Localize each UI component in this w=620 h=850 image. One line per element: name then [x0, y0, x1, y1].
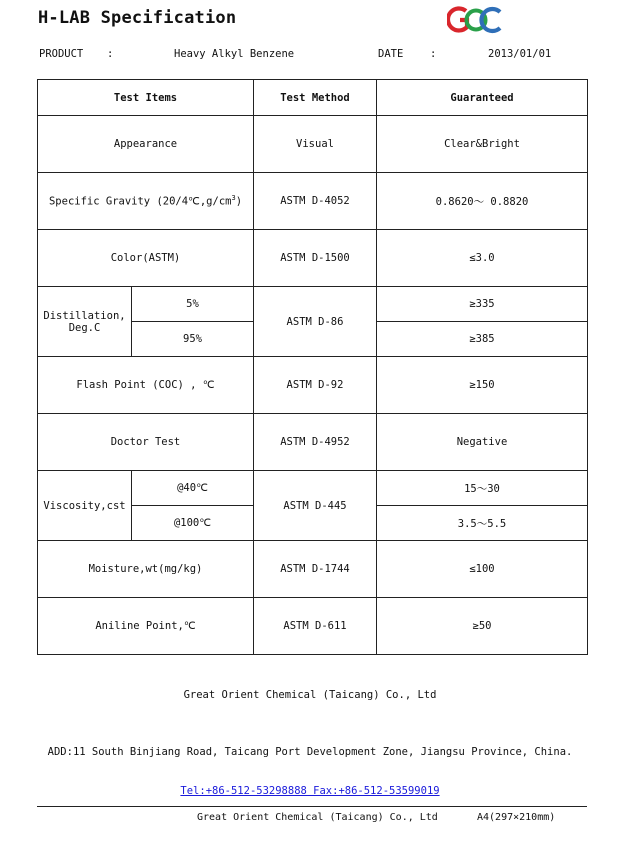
page-title: H-LAB Specification — [38, 8, 237, 28]
item-cell: Appearance — [38, 116, 254, 173]
method-cell: ASTM D-92 — [254, 357, 377, 414]
method-cell: ASTM D-1500 — [254, 230, 377, 287]
value-cell: 0.8620～ 0.8820 — [377, 173, 588, 230]
method-cell: Visual — [254, 116, 377, 173]
method-cell: ASTM D-4952 — [254, 414, 377, 471]
value-cell: 3.5～5.5 — [377, 506, 588, 541]
item-cell: Aniline Point,℃ — [38, 598, 254, 655]
table-row — [38, 116, 588, 173]
product-label: PRODUCT — [39, 48, 84, 60]
table-header-row — [38, 80, 588, 116]
value-cell: ≤100 — [377, 541, 588, 598]
value-cell: Negative — [377, 414, 588, 471]
item-cell — [38, 173, 254, 230]
paper-size: A4(297×210mm) — [477, 812, 556, 823]
header-guaranteed: Guaranteed — [377, 80, 588, 116]
product-value: Heavy Alkyl Benzene — [174, 48, 295, 60]
item-cell: Color(ASTM) — [38, 230, 254, 287]
date-separator: : — [430, 48, 437, 60]
table-row — [38, 414, 588, 471]
item-cell: Viscosity,cst — [38, 471, 132, 541]
table-row — [38, 173, 588, 230]
method-cell: ASTM D-1744 — [254, 541, 377, 598]
contact-link[interactable]: Tel:+86-512-53298888 Fax:+86-512-53599019 — [180, 785, 440, 797]
superscript: 3 — [231, 194, 236, 203]
footer-company: Great Orient Chemical (Taicang) Co., Ltd — [197, 812, 438, 823]
item-cell: Flash Point (COC) , ℃ — [38, 357, 254, 414]
contact-line — [0, 785, 620, 797]
company-address: ADD:11 South Binjiang Road, Taicang Port Development Zone, Jiangsu Province, China. — [47, 746, 573, 758]
value-cell: ≥385 — [377, 322, 588, 357]
item-text: Deg.C — [68, 321, 101, 334]
company-name: Great Orient Chemical (Taicang) Co., Ltd — [183, 689, 437, 701]
method-cell: ASTM D-4052 — [254, 173, 377, 230]
sub-item-cell: 95% — [132, 322, 254, 357]
value-cell: ≥335 — [377, 287, 588, 322]
value-cell: ≥50 — [377, 598, 588, 655]
method-cell: ASTM D-86 — [254, 287, 377, 357]
table-row — [38, 357, 588, 414]
item-cell: Doctor Test — [38, 414, 254, 471]
item-close: ) — [235, 195, 243, 208]
sub-item-cell: @100℃ — [132, 506, 254, 541]
table-row — [38, 230, 588, 287]
item-cell: Moisture,wt(mg/kg) — [38, 541, 254, 598]
item-text: Specific Gravity (20/4℃,g/cm — [48, 195, 232, 208]
specification-table — [37, 79, 588, 655]
table-row — [38, 541, 588, 598]
header-test-items: Test Items — [38, 80, 254, 116]
date-value: 2013/01/01 — [488, 48, 552, 60]
sub-item-cell: @40℃ — [132, 471, 254, 506]
item-cell — [38, 287, 132, 357]
table-row — [38, 598, 588, 655]
header-test-method: Test Method — [254, 80, 377, 116]
value-cell: ≥150 — [377, 357, 588, 414]
footer-divider — [37, 806, 587, 807]
method-cell: ASTM D-445 — [254, 471, 377, 541]
table-row — [38, 287, 588, 322]
table-row — [38, 471, 588, 506]
value-cell: 15～30 — [377, 471, 588, 506]
date-label: DATE — [378, 48, 404, 60]
item-text: Distillation, — [43, 309, 126, 322]
sub-item-cell: 5% — [132, 287, 254, 322]
product-separator: : — [107, 48, 114, 60]
method-cell: ASTM D-611 — [254, 598, 377, 655]
value-cell: Clear&Bright — [377, 116, 588, 173]
value-cell: ≤3.0 — [377, 230, 588, 287]
goc-logo-icon — [447, 5, 505, 35]
